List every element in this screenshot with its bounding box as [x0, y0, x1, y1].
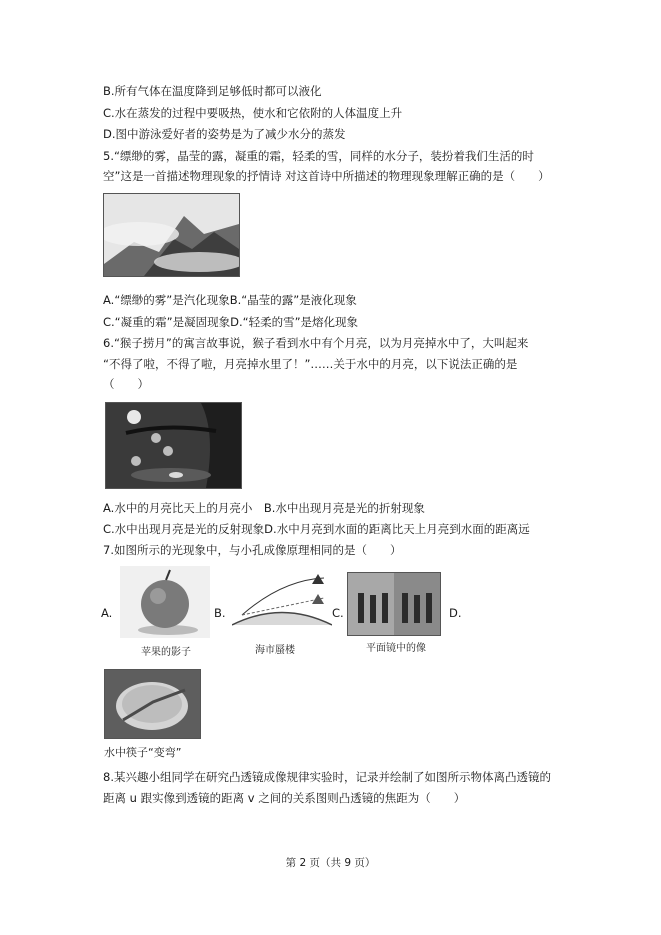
question-6-line3: （ ）	[103, 377, 149, 391]
question-8-line1: 8.某兴趣小组同学在研究凸透镜成像规律实验时，记录并绘制了如图所示物体离凸透镜的	[103, 770, 551, 784]
monkey-scene-illustration	[106, 403, 241, 488]
mirage-diagram	[232, 570, 332, 636]
q7-option-c-label: C.	[332, 606, 344, 620]
apple-shadow-image	[120, 566, 210, 638]
question-5-line1: 5.“缥缈的雾，晶莹的露，凝重的霜，轻柔的雪，同样的水分子，装扮着我们生活的时	[103, 149, 534, 163]
mirage-image	[232, 570, 332, 636]
page-footer: 第 2 页（共 9 页）	[285, 857, 376, 869]
question-6-line2: “不得了啦，不得了啦，月亮掉水里了！”……关于水中的月亮，以下说法正确的是	[103, 357, 518, 371]
moon-icon	[127, 410, 141, 424]
question-5-options-ab: A.“缥缈的雾”是汽化现象B.“晶莹的露”是液化现象	[103, 293, 357, 307]
mountain-illustration	[104, 194, 239, 276]
monkeys-moon-image	[105, 402, 242, 489]
q7-option-d-label: D.	[449, 606, 462, 620]
question-6-line1: 6.“猴子捞月”的寓言故事说，猴子看到水中有个月亮，以为月亮掉水中了，大叫起来	[103, 336, 529, 350]
option-d-text: D.图中游泳爱好者的姿势是为了减少水分的蒸发	[103, 127, 346, 141]
mirage-caption: 海市蜃楼	[255, 645, 295, 656]
q7-option-a-label: A.	[101, 606, 113, 620]
question-5-line2: 空”这是一首描述物理现象的抒情诗 对这首诗中所描述的物理现象理解正确的是（ ）	[103, 169, 550, 183]
question-5-options-cd: C.“凝重的霜”是凝固现象D.“轻柔的雪”是熔化现象	[103, 315, 359, 329]
option-b-text: B.所有气体在温度降到足够低时都可以液化	[103, 84, 322, 98]
misty-mountain-image	[103, 193, 240, 277]
option-c-text: C.水在蒸发的过程中要吸热，使水和它依附的人体温度上升	[103, 106, 403, 120]
chopsticks-caption: 水中筷子“变弯”	[104, 746, 182, 759]
question-7-text: 7.如图所示的光现象中，与小孔成像原理相同的是（ ）	[103, 543, 402, 557]
apple-icon	[120, 566, 210, 638]
question-6-options-ab: A.水中的月亮比天上的月亮小 B.水中出现月亮是光的折射现象	[103, 501, 425, 515]
question-8-line2: 距离 u 跟实像到透镜的距离 v 之间的关系图则凸透镜的焦距为（ ）	[103, 791, 466, 805]
question-6-options-cd: C.水中出现月亮是光的反射现象D.水中月亮到水面的距离比天上月亮到水面的距离远	[103, 522, 530, 536]
mirror-people-illustration	[348, 573, 440, 635]
mirror-image	[347, 572, 441, 636]
q7-option-b-label: B.	[214, 606, 226, 620]
chopsticks-image	[104, 669, 201, 739]
bowl-chopstick-illustration	[105, 670, 200, 738]
mirror-caption: 平面镜中的像	[366, 643, 426, 654]
apple-caption: 苹果的影子	[141, 647, 191, 658]
